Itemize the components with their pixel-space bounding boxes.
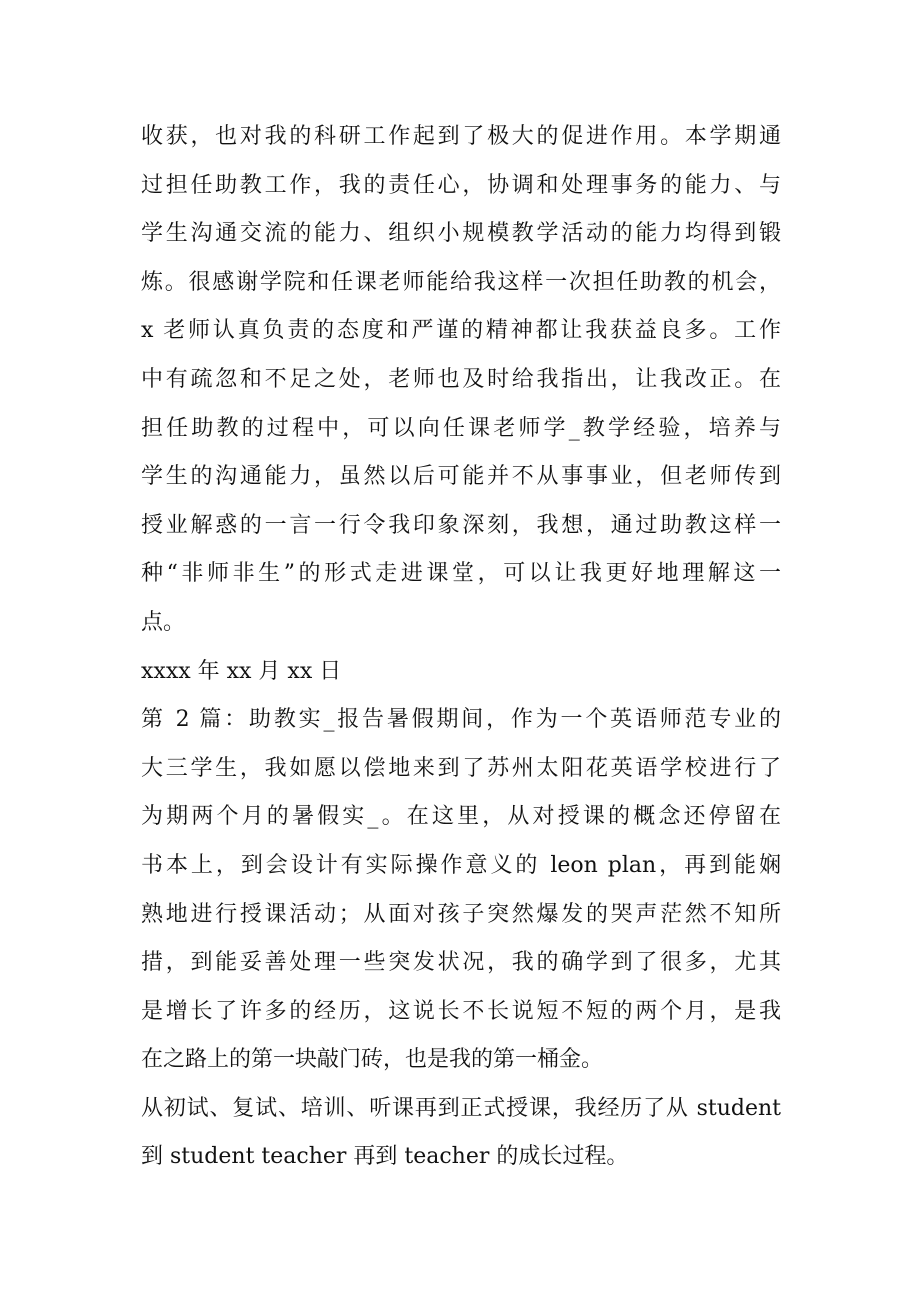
text-line: 学生的沟通能力，虽然以后可能并不从事事业，但老师传到: [141, 464, 781, 490]
text-line: 到 student teacher 再到 teacher 的成长过程。: [141, 1144, 629, 1170]
text-line: 书本上，到会设计有实际操作意义的 leon plan，再到能娴: [141, 852, 781, 878]
text-line: 中有疏忽和不足之处，老师也及时给我指出，让我改正。在: [141, 366, 781, 392]
text-line: 学生沟通交流的能力、组织小规模教学活动的能力均得到锻: [141, 221, 781, 247]
text-line: 种“非师非生”的形式走进课堂，可以让我更好地理解这一: [141, 561, 781, 587]
text-line: 在之路上的第一块敲门砖，也是我的第一桶金。: [141, 1047, 604, 1073]
text-line: 大三学生，我如愿以偿地来到了苏州太阳花英语学校进行了: [141, 755, 781, 781]
text-line: x 老师认真负责的态度和严谨的精神都让我获益良多。工作: [141, 318, 781, 344]
text-line: 熟地进行授课活动；从面对孩子突然爆发的哭声茫然不知所: [141, 901, 781, 927]
body-text: [141, 113, 781, 1182]
text-line: xxxx 年 xx 月 xx 日: [141, 658, 342, 684]
text-line: 为期两个月的暑假实_。在这里，从对授课的概念还停留在: [141, 804, 781, 830]
text-line: 第 2 篇：助教实_报告暑假期间，作为一个英语师范专业的: [141, 707, 781, 733]
text-line: 从初试、复试、培训、听课再到正式授课，我经历了从 student: [141, 1095, 781, 1121]
text-line: 措，到能妥善处理一些突发状况，我的确学到了很多，尤其: [141, 950, 781, 976]
text-line: 担任助教的过程中，可以向任课老师学_教学经验，培养与: [141, 415, 781, 441]
text-line: 炼。很感谢学院和任课老师能给我这样一次担任助教的机会，: [141, 269, 781, 295]
text-line: 收获，也对我的科研工作起到了极大的促进作用。本学期通: [141, 124, 781, 149]
text-line: 过担任助教工作，我的责任心，协调和处理事务的能力、与: [141, 172, 781, 198]
text-line: 是增长了许多的经历，这说长不长说短不短的两个月，是我: [141, 998, 781, 1024]
text-line: 授业解惑的一言一行令我印象深刻，我想，通过助教这样一: [141, 512, 781, 538]
text-line: 点。: [141, 609, 186, 635]
